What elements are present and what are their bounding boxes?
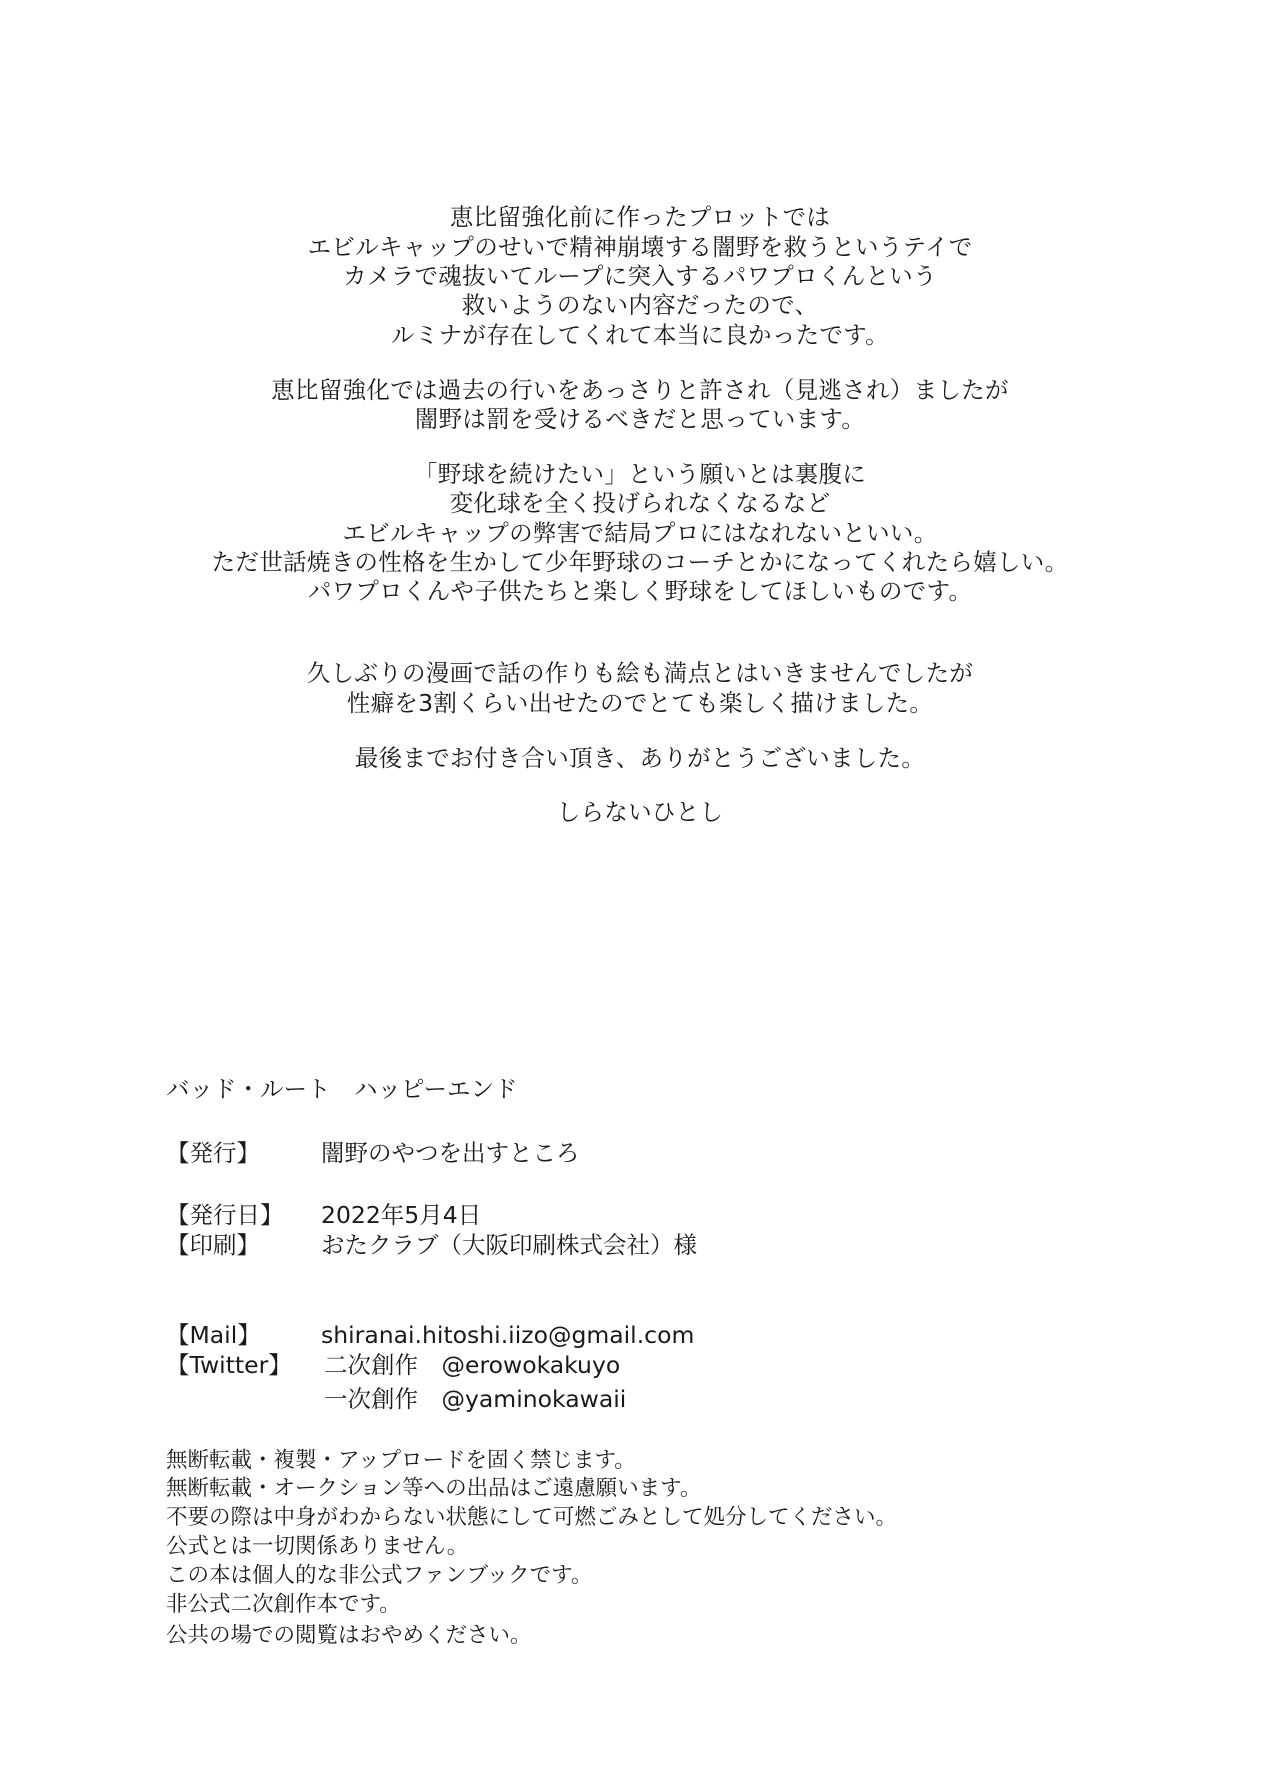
notice-line: 公式とは一切関係ありません。 [166, 1534, 469, 1559]
afterword-line: 救いようのない内容だったので、 [461, 291, 819, 319]
afterword-line: エビルキャップのせいで精神崩壊する闇野を救うというテイで [307, 233, 973, 261]
notice-line: 無断転載・オークション等への出品はご遠慮願います。 [166, 1476, 702, 1501]
afterword-line: 久しぶりの漫画で話の作りも絵も満点とはいきませんでしたが [306, 659, 974, 687]
afterword-line: 恵比留強化前に作ったプロットでは [449, 203, 831, 231]
afterword-line: ルミナが存在してくれて本当に良かったです。 [391, 321, 889, 349]
printer-value: おたクラブ（大阪印刷株式会社）様 [321, 1231, 697, 1259]
thanks-line: 最後までお付き合い頂き、ありがとうございました。 [354, 744, 926, 772]
twitter-primary-account: 一次創作 @yaminokawaii [324, 1385, 627, 1413]
afterword-line: 「野球を続けたい」という願いとは裏腹に [413, 460, 867, 488]
printer-label: 【印刷】 [166, 1231, 260, 1259]
date-value: 2022年5月4日 [321, 1201, 482, 1229]
twitter-secondary-account: 二次創作 @erowokakuyo [324, 1351, 621, 1379]
book-title: バッド・ルート ハッピーエンド [166, 1075, 518, 1103]
afterword-line: パワプロくんや子供たちと楽しく野球をしてほしいものです。 [307, 577, 973, 605]
afterword-line: 変化球を全く投げられなくなるなど [449, 489, 831, 517]
publisher-value: 闇野のやつを出すところ [321, 1139, 580, 1167]
afterword-line: 恵比留強化では過去の行いをあっさりと許され（見逃され）ましたが [271, 376, 1009, 404]
notice-line: 無断転載・複製・アップロードを固く禁じます。 [166, 1448, 636, 1473]
afterword-line: 性癖を3割くらい出せたのでとても楽しく描けました。 [346, 689, 934, 717]
afterword-line: エビルキャップの弊害で結局プロにはなれないといい。 [342, 519, 938, 547]
notice-line: 不要の際は中身がわからない状態にして可燃ごみとして処分してください。 [166, 1505, 898, 1530]
mail-label: 【Mail】 [166, 1321, 261, 1349]
mail-address: shiranai.hitoshi.iizo@gmail.com [321, 1321, 695, 1349]
twitter-label: 【Twitter】 [166, 1351, 292, 1379]
publisher-label: 【発行】 [166, 1139, 260, 1167]
notice-line: 公共の場での閲覧はおやめください。 [166, 1623, 532, 1648]
notice-line: 非公式二次創作本です。 [166, 1592, 401, 1617]
afterword-line: 闇野は罰を受けるべきだと思っています。 [414, 405, 866, 433]
afterword-line: ただ世話焼きの性格を生かして少年野球のコーチとかになってくれたら嬉しい。 [211, 548, 1069, 576]
author-signature: しらないひとし [556, 798, 724, 826]
notice-line: この本は個人的な非公式ファンブックです。 [166, 1563, 593, 1588]
date-label: 【発行日】 [166, 1201, 284, 1229]
afterword-line: カメラで魂抜いてループに突入するパワプロくんという [343, 262, 937, 290]
